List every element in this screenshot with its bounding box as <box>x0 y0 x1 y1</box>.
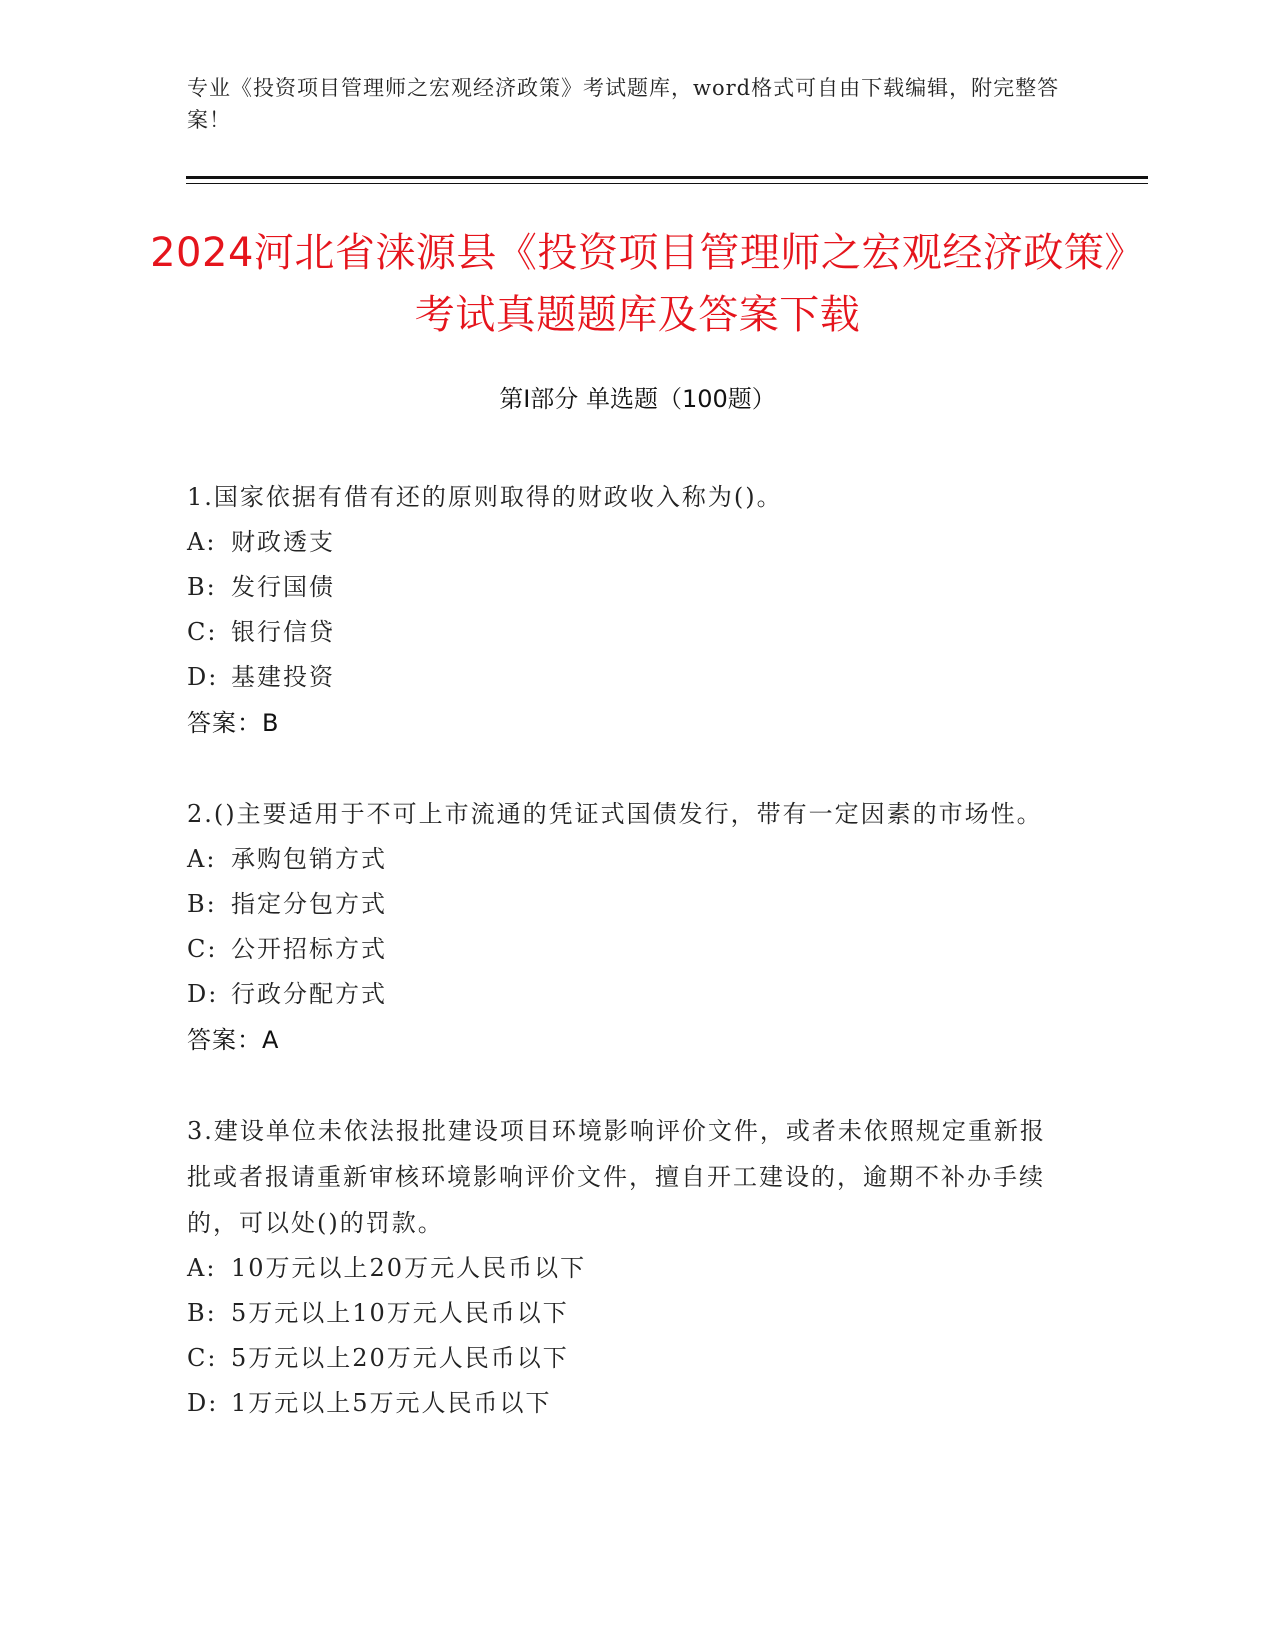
option-d <box>187 1381 1067 1426</box>
question-stem: 3.建设单位未依法报批建设项目环境影响评价文件，或者未依照规定重新报批或者报请重新审核环境影响评价文件，擅自开工建设的，逾期不补办手续的，可以处()的罚款。 <box>187 1117 1046 1237</box>
option-key: A: <box>187 845 217 873</box>
answer-value: A <box>262 1026 280 1054</box>
option-a <box>187 837 1067 882</box>
option-d <box>187 972 1067 1017</box>
option-c <box>187 610 1067 655</box>
option-text: 基建投资 <box>231 663 335 691</box>
option-text: 发行国债 <box>231 573 335 601</box>
option-key: B: <box>187 573 217 601</box>
option-a <box>187 520 1067 565</box>
option-key: D: <box>187 1389 219 1417</box>
option-key: C: <box>187 618 218 646</box>
answer-value: B <box>262 709 280 737</box>
option-c <box>187 927 1067 972</box>
option-key: A: <box>187 528 217 556</box>
answer-line <box>187 700 1067 746</box>
question-stem: 1.国家依据有借有还的原则取得的财政收入称为()。 <box>187 483 783 511</box>
document-title: 2024河北省涞源县《投资项目管理师之宏观经济政策》考试真题题库及答案下载 <box>150 230 1125 338</box>
question-3 <box>187 1108 1067 1426</box>
option-key: C: <box>187 935 218 963</box>
option-d <box>187 655 1067 700</box>
option-text: 5万元以上10万元人民币以下 <box>231 1299 569 1327</box>
answer-line <box>187 1017 1067 1063</box>
option-text: 财政透支 <box>231 528 335 556</box>
option-key: A: <box>187 1254 217 1282</box>
option-key: B: <box>187 890 217 918</box>
option-a <box>187 1246 1067 1291</box>
option-b <box>187 1291 1067 1336</box>
header-note: 专业《投资项目管理师之宏观经济政策》考试题库，word格式可自由下载编辑，附完整答案！ <box>187 76 1060 132</box>
option-text: 公开招标方式 <box>231 935 387 963</box>
option-key: D: <box>187 663 219 691</box>
answer-label: 答案： <box>187 709 262 737</box>
header-rule-thick <box>186 176 1148 179</box>
option-text: 行政分配方式 <box>231 980 387 1008</box>
option-key: C: <box>187 1344 218 1372</box>
option-text: 承购包销方式 <box>231 845 387 873</box>
question-list <box>187 474 1067 1471</box>
option-text: 指定分包方式 <box>231 890 387 918</box>
option-text: 1万元以上5万元人民币以下 <box>231 1389 552 1417</box>
section-heading: 第I部分 单选题（100题） <box>499 385 776 413</box>
option-text: 5万元以上20万元人民币以下 <box>231 1344 569 1372</box>
option-text: 银行信贷 <box>231 618 335 646</box>
option-text: 10万元以上20万元人民币以下 <box>231 1254 587 1282</box>
header-rule-thin <box>186 183 1148 184</box>
option-b <box>187 565 1067 610</box>
question-1 <box>187 474 1067 746</box>
option-b <box>187 882 1067 927</box>
option-key: B: <box>187 1299 217 1327</box>
question-stem: 2.()主要适用于不可上市流通的凭证式国债发行，带有一定因素的市场性。 <box>187 800 1043 828</box>
question-2 <box>187 791 1067 1063</box>
answer-label: 答案： <box>187 1026 262 1054</box>
option-c <box>187 1336 1067 1381</box>
option-key: D: <box>187 980 219 1008</box>
